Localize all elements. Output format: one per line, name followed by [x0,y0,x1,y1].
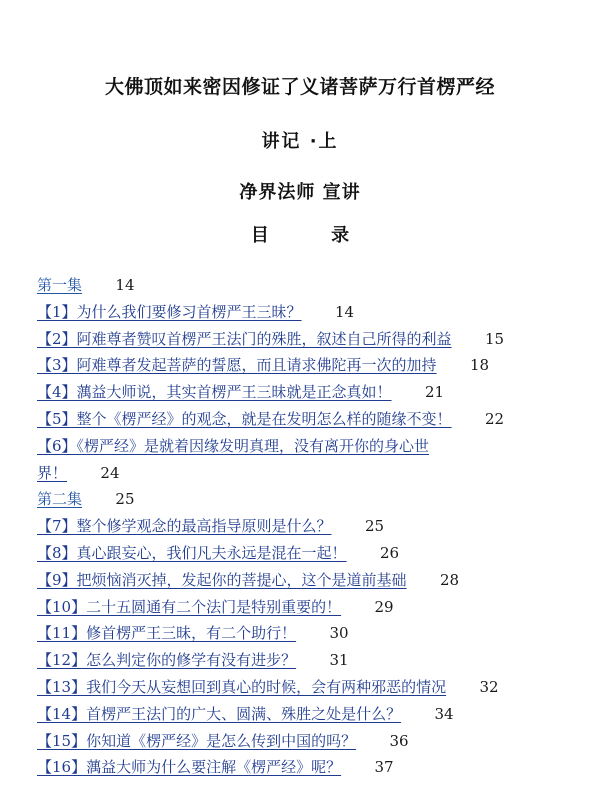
toc-spacer [341,758,374,776]
toc-entry [37,674,577,701]
toc-spacer [341,598,374,616]
toc-entry [37,620,577,647]
toc-page-number: 24 [100,463,120,482]
toc-entry-link[interactable]: 【8】真心跟妄心，我们凡夫永远是混在一起！ [37,543,347,562]
speaker-line: 净界法师 宣讲 [239,182,361,203]
toc-entry-link[interactable]: 【15】你知道《楞严经》是怎么传到中国的吗？ [37,731,357,750]
toc-spacer [82,276,115,294]
toc-entry [37,754,577,781]
toc-page-number: 32 [479,677,499,696]
toc-page-number: 26 [379,543,400,562]
toc-entry-link[interactable]: 【11】修首楞严王三昧，有二个助行！ [37,624,297,643]
toc-entry-link[interactable]: 【6】《楞严经》是就着因缘发明真理，没有离开你的身心世 [37,436,430,455]
toc-entry [37,379,577,406]
toc-entry-link[interactable]: 【9】把烦恼消灭掉，发起你的菩提心，这个是道前基础 [37,570,407,589]
toc-entry-link[interactable]: 第二集 [37,490,83,509]
sutra-title: 大佛顶如来密因修证了义诸菩萨万行首楞严经 [104,76,495,98]
toc-episode-entry [37,486,577,513]
toc-entry-link-continued[interactable]: 界！ [37,463,68,482]
toc-entry [37,567,577,594]
toc-entry [37,352,577,379]
toc-page-number: 15 [484,329,505,348]
toc-page-number: 34 [434,704,454,723]
toc-entry-link[interactable]: 【2】阿难尊者赞叹首楞严王法门的殊胜，叙述自己所得的利益 [37,329,452,348]
toc-entry-link[interactable]: 【16】蕅益大师为什么要注解《楞严经》呢？ [37,758,342,777]
toc-entry [37,406,577,433]
toc-spacer [67,464,100,482]
toc-page-number: 30 [329,624,349,643]
toc-spacer [356,732,389,750]
toc-entry-link[interactable]: 【7】整个修学观念的最高指导原则是什么？ [37,517,332,536]
toc-spacer [296,624,329,642]
toc-page-number: 14 [115,276,135,294]
toc-entry [37,326,577,353]
toc-entry [37,433,577,487]
toc-entry-link[interactable]: 【3】阿难尊者发起菩萨的誓愿，而且请求佛陀再一次的加持 [37,356,437,375]
toc-spacer [296,651,329,669]
toc-page-number: 21 [424,383,445,402]
toc-page-number: 18 [469,356,490,375]
toc-entry-link[interactable]: 【4】蕅益大师说，其实首楞严王三昧就是正念真如！ [37,383,392,402]
toc-entry [37,701,577,728]
toc-page-number: 25 [364,517,385,536]
toc-entry-link[interactable]: 【10】二十五圆通有二个法门是特别重要的！ [37,597,342,616]
toc-entry [37,728,577,755]
toc-spacer [332,517,365,535]
toc-spacer [392,383,425,401]
toc-page-number: 28 [439,570,460,589]
toc-entry-link[interactable]: 【13】我们今天从妄想回到真心的时候，会有两种邪恶的情况 [37,677,447,696]
toc-page-number: 25 [115,490,135,509]
toc-entry-link[interactable]: 【14】首楞严王法门的广大、圆满、殊胜之处是什么？ [37,704,402,723]
toc-entry-link[interactable]: 【5】整个《楞严经》的观念，就是在发明怎么样的随缘不变！ [37,409,452,428]
toc-episode-entry [37,272,577,299]
toc-spacer [437,356,470,374]
toc-entry [37,594,577,621]
table-of-contents [37,272,577,781]
toc-spacer [347,544,380,562]
toc-entry-link[interactable]: 第一集 [37,276,83,294]
toc-entry-link[interactable]: 【12】怎么判定你的修学有没有进步？ [37,651,297,670]
toc-page-number: 37 [374,758,394,777]
toc-spacer [446,678,479,696]
toc-spacer [452,410,485,428]
toc-entry [37,540,577,567]
toc-entry-link[interactable]: 【1】为什么我们要修习首楞严王三昧？ [37,302,302,321]
toc-spacer [82,490,115,508]
toc-spacer [452,330,485,348]
volume-subtitle: 讲记 ·上 [261,131,339,152]
toc-page-number: 22 [484,409,505,428]
toc-spacer [401,705,434,723]
toc-entry [37,299,577,326]
toc-page-number: 14 [334,302,355,321]
toc-entry [37,513,577,540]
toc-page-number: 29 [374,597,394,616]
toc-entry [37,647,577,674]
toc-page-number: 31 [329,651,349,670]
toc-spacer [407,571,440,589]
toc-page-number: 36 [389,731,409,750]
toc-spacer [302,303,335,321]
toc-heading: 目 录 [250,225,378,246]
